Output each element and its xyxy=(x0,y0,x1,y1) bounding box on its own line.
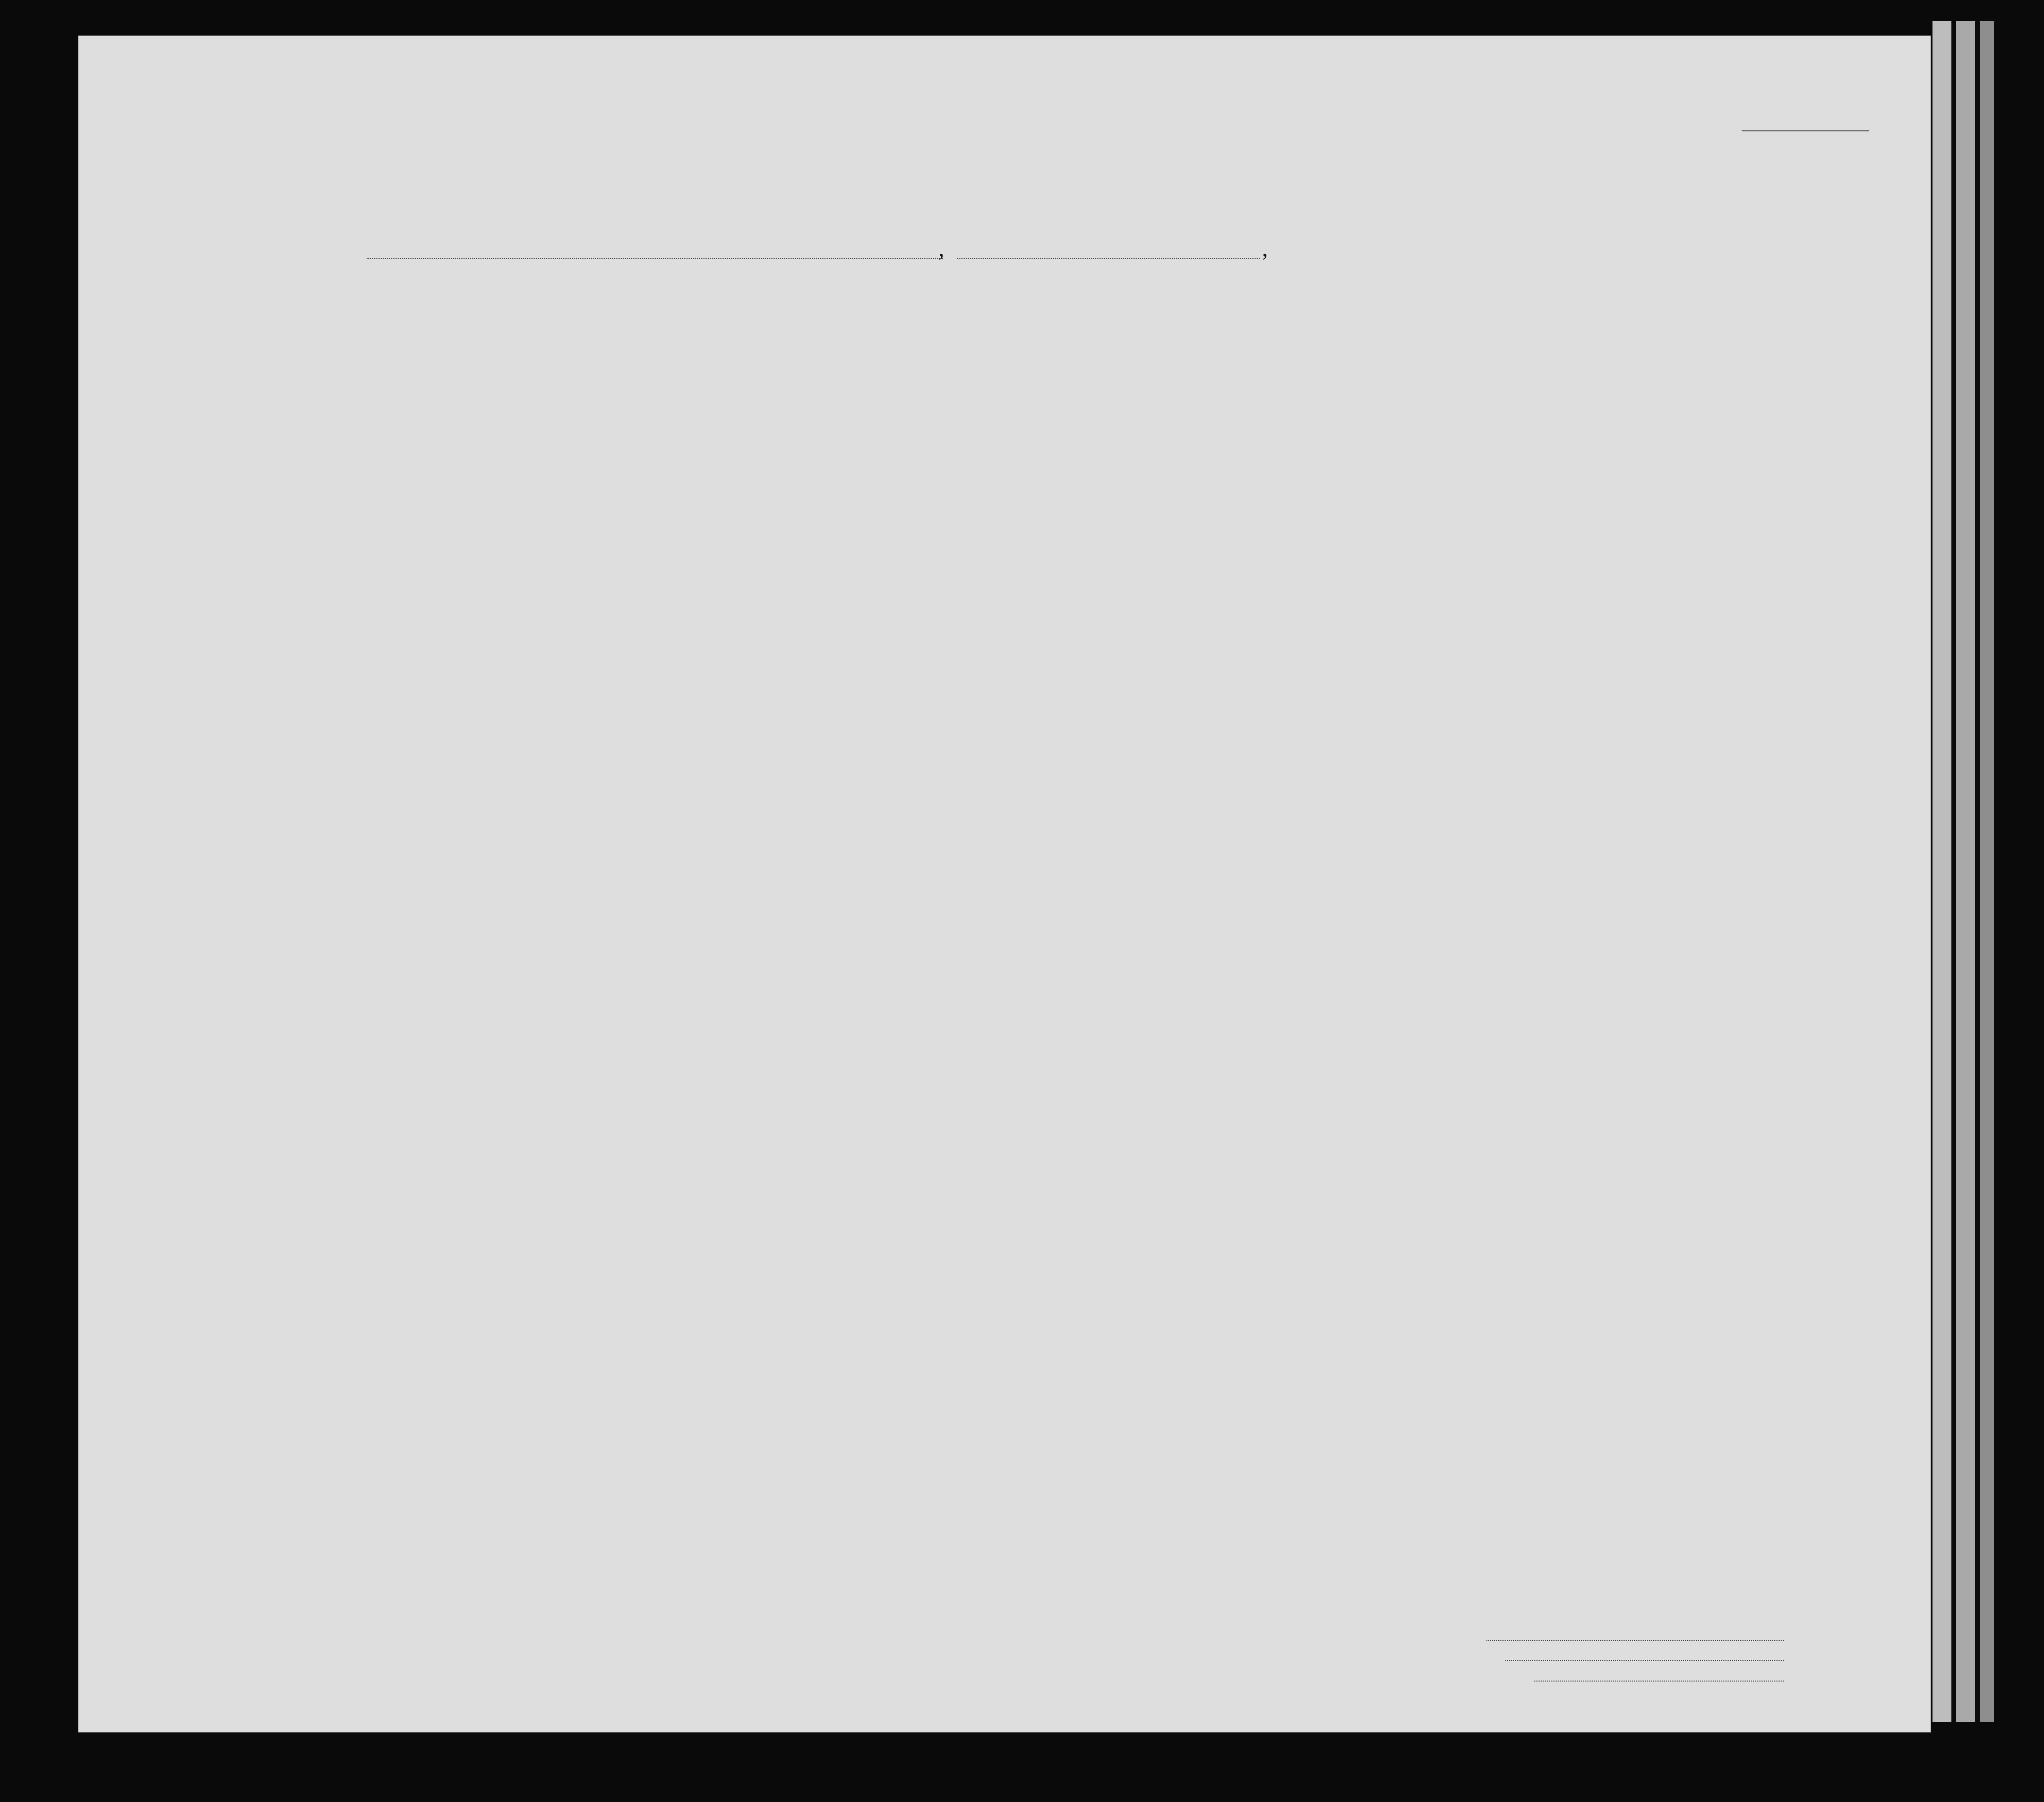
hdr-c30 xyxy=(1535,348,1556,485)
manifest-grid xyxy=(147,281,1928,1594)
hdr-c24-b xyxy=(1276,376,1309,485)
hdr-c26 xyxy=(1392,348,1416,485)
port-blank xyxy=(367,258,943,260)
list-blank xyxy=(1742,130,1869,131)
owners-blank xyxy=(1505,1660,1784,1662)
hdr-c19 xyxy=(604,329,637,485)
hdr-c27 xyxy=(1418,348,1442,485)
hdr-c21 xyxy=(724,329,753,485)
agents-blank xyxy=(1534,1681,1784,1682)
hdr-c31 xyxy=(1556,348,1578,485)
comma-2: , xyxy=(1262,235,1268,261)
hdr-c34-inches xyxy=(1712,433,1734,480)
hdr-c34-feet xyxy=(1690,438,1711,480)
hdr-c24-a xyxy=(1241,376,1274,485)
hdr-c24-c xyxy=(1311,376,1341,485)
hdr-c29 xyxy=(1494,348,1534,485)
line-blank xyxy=(1486,1640,1784,1642)
comma-1: , xyxy=(938,235,945,261)
hdr-c25 xyxy=(1345,348,1390,485)
manifest-sheet xyxy=(78,35,1931,1733)
date-blank xyxy=(957,258,1260,260)
hdr-c28 xyxy=(1443,348,1493,485)
